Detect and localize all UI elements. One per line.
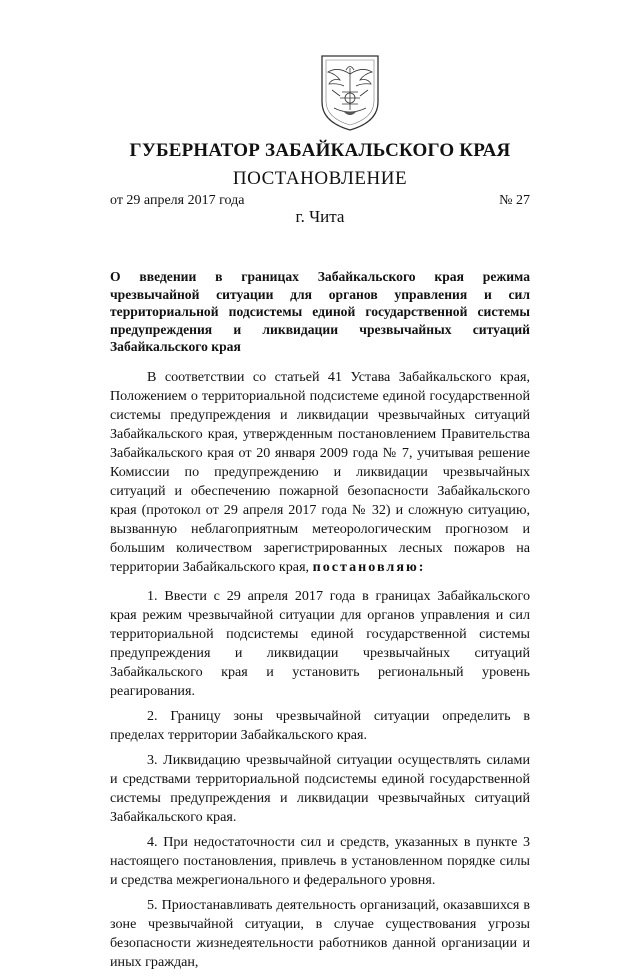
coat-of-arms-emblem [318,52,382,132]
issuing-authority: ГУБЕРНАТОР ЗАБАЙКАЛЬСКОГО КРАЯ [129,140,511,161]
document-date: от 29 апреля 2017 года [110,193,245,208]
document-type: ПОСТАНОВЛЕНИЕ [232,168,408,189]
preamble-paragraph [110,368,530,577]
item-paragraph: 5. Приостанавливать деятельность организаций, оказавшихся в зоне чрезвычайной ситуации, в случае существования угрозы безопасности жизнедеятельности работников данной организации и иных граждан, [110,897,530,970]
preamble-text: В соответствии со статьей 41 Устава Забайкальского края, Положением о территориальной подсистеме единой государственной системы предупреждения и ликвидации чрезвычайных ситуаций Забайкальского края, утвержденным постановлением Правительства Забайкальского края от 20 января 2009 года № 7, учитывая решение Комиссии по предупреждению и ликвидации чрезвычайных ситуаций и обеспечению пожарной безопасности Забайкальского края (протокол от 29 апреля 2017 года № 32) и сложную ситуацию, вызванную неблагоприятным метеорологическим прогнозом и большим количеством зарегистрированных лесных пожаров на территории Забайкальского края, [110,369,530,575]
document-city: г. Чита [295,207,345,226]
item-paragraph: 4. При недостаточности сил и средств, указанных в пункте 3 настоящего постановления, привлечь в установленном порядке силы и средства межрегионального и федерального уровня. [110,834,530,888]
item-paragraph: 2. Границу зоны чрезвычайной ситуации определить в пределах территории Забайкальского края. [110,708,530,743]
item-paragraph: 3. Ликвидацию чрезвычайной ситуации осуществлять силами и средствами территориальной подсистемы единой государственной системы предупреждения и ликвидации чрезвычайных ситуаций Забайкальского края. [110,752,530,825]
decree-word: постановляю: [312,559,426,575]
document-title: О введении в границах Забайкальского края режима чрезвычайной ситуации для органов управления и сил территориальной подсистемы единой государственной системы предупреждения и ликвидации чрезвычайных ситуаций Забайкальского края [110,269,530,354]
document-number: № 27 [499,193,530,208]
item-paragraph: 1. Ввести с 29 апреля 2017 года в границах Забайкальского края режим чрезвычайной ситуации для органов управления и сил территориальной подсистемы единой государственной системы предупреждения и ликвидации чрезвычайных ситуаций Забайкальского края и установить региональный уровень реагирования. [110,588,530,699]
document-body [110,368,530,978]
